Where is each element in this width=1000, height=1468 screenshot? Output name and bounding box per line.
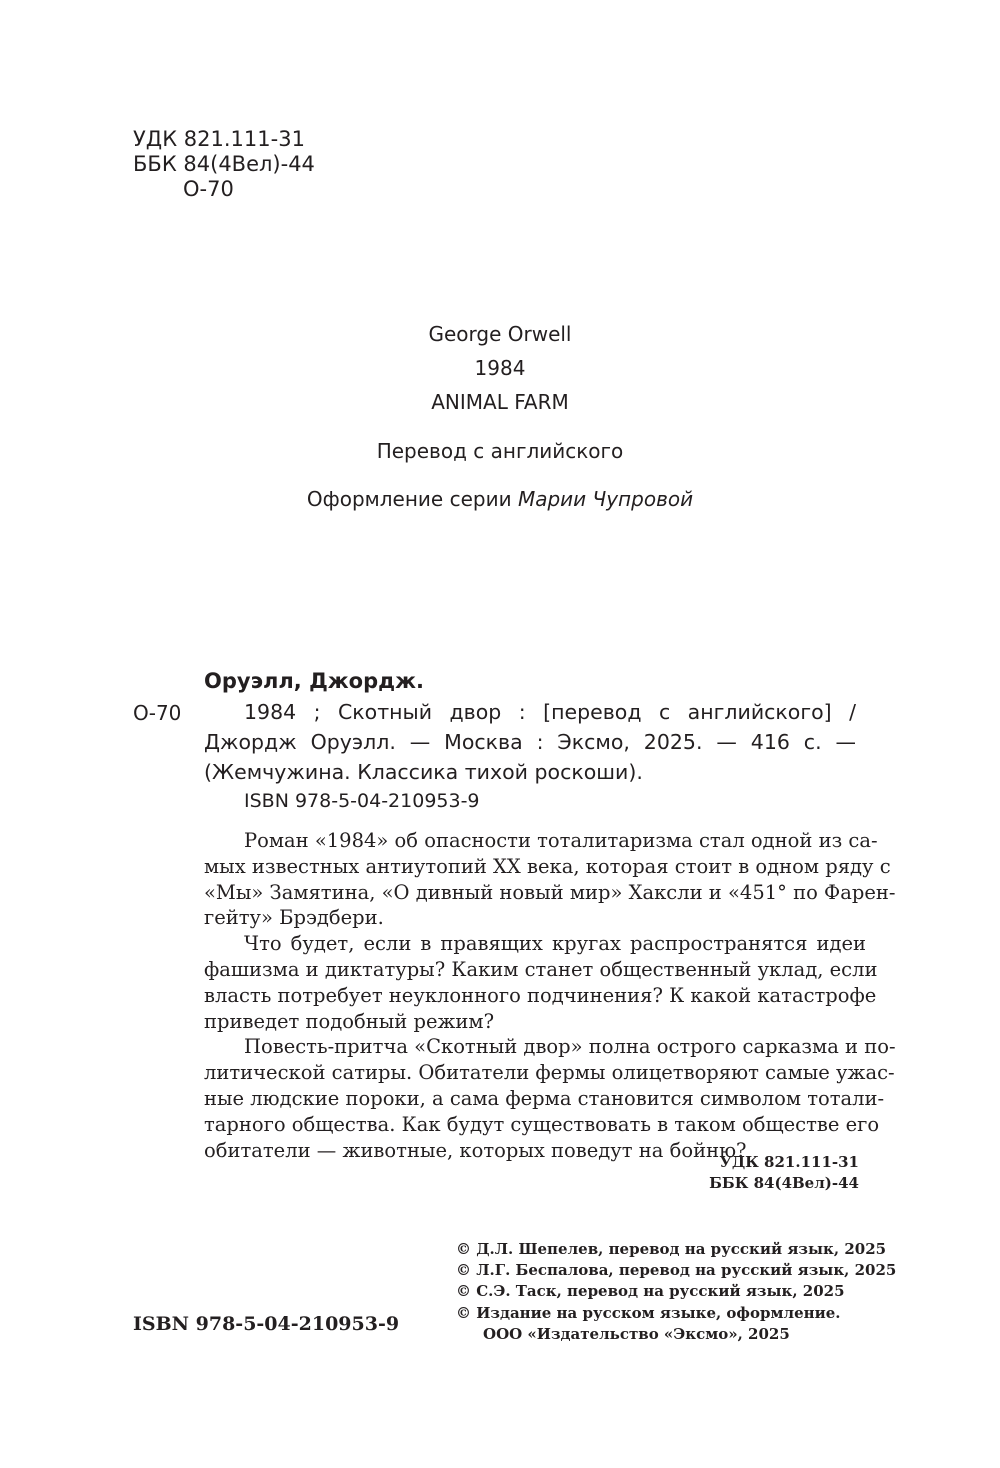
udk-code: УДК 821.111-31 <box>719 1153 859 1171</box>
annotation-line: «Мы» Замятина, «О дивный новый мир» Хаксли и «451° по Фарен- <box>204 880 896 904</box>
annotation-line: тарного общества. Как будут существовать в таком обществе его <box>204 1112 880 1136</box>
copyright-line: © С.Э. Таск, перевод на русский язык, 2025 <box>456 1282 845 1301</box>
classification-bottom <box>709 1152 859 1194</box>
annotation-paragraph-3 <box>204 1034 896 1163</box>
catalog-line: Джордж Оруэлл. — Москва : Эксмо, 2025. — 416 с. — <box>204 730 856 754</box>
annotation-line: Что будет, если в правящих кругах распространятся идеи <box>244 932 866 956</box>
annotation-line: ные людские пороки, а сама ферма становится символом тотали- <box>204 1086 885 1110</box>
copyright-line: © Издание на русском языке, оформление. <box>456 1303 841 1322</box>
copyright-line: © Д.Л. Шепелев, перевод на русский язык, 2025 <box>456 1240 887 1258</box>
original-title-animal-farm: ANIMAL FARM <box>431 390 569 414</box>
annotation-paragraph-1 <box>204 828 896 931</box>
annotation <box>204 828 896 1163</box>
translation-note: Перевод с английского <box>376 439 624 463</box>
annotation-line: литической сатиры. Обитатели фермы олицетворяют самые ужас- <box>204 1061 895 1085</box>
series-designer-name: Марии Чупровой <box>517 487 694 511</box>
copyright-block <box>456 1239 896 1345</box>
annotation-line: приведет подобный режим? <box>204 1009 495 1033</box>
classification-top <box>133 127 315 202</box>
catalog-isbn: ISBN 978-5-04-210953-9 <box>244 790 480 812</box>
author-mark: О-70 <box>183 177 234 201</box>
isbn-bottom: ISBN 978-5-04-210953-9 <box>133 1313 400 1335</box>
annotation-line: мых известных антиутопий XX века, которая стоит в одном ряду с <box>204 854 891 878</box>
catalog-author-heading: Оруэлл, Джордж. <box>204 669 424 693</box>
bbk-code: ББК 84(4Вел)-44 <box>133 152 315 176</box>
annotation-line: обитатели — животные, которых поведут на бойню? <box>204 1138 747 1162</box>
series-design-prefix: Оформление серии <box>306 487 512 511</box>
catalog-line: 1984 ; Скотный двор : [перевод с английского] / <box>244 700 856 724</box>
original-title-1984: 1984 <box>474 356 526 380</box>
original-author: George Orwell <box>428 322 572 346</box>
annotation-paragraph-2 <box>204 931 878 1034</box>
series-design-credit <box>0 487 1000 511</box>
annotation-line: гейту» Брэдбери. <box>204 906 384 930</box>
annotation-line: Роман «1984» об опасности тоталитаризма стал одной из са- <box>244 829 878 852</box>
annotation-line: фашизма и диктатуры? Каким станет общественный уклад, если <box>204 957 878 981</box>
copyright-line: ООО «Издательство «Эксмо», 2025 <box>483 1324 790 1343</box>
catalog-author-mark: О-70 <box>133 701 182 725</box>
annotation-line: власть потребует неуклонного подчинения? К какой катастрофе <box>204 983 877 1007</box>
catalog-line: (Жемчужина. Классика тихой роскоши). <box>204 760 643 784</box>
catalog-description <box>204 697 856 787</box>
annotation-line: Повесть-притча «Скотный двор» полна острого сарказма и по- <box>244 1035 896 1059</box>
udk-code: УДК 821.111-31 <box>133 127 305 151</box>
bbk-code: ББК 84(4Вел)-44 <box>709 1174 859 1192</box>
copyright-line: © Л.Г. Беспалова, перевод на русский язык, 2025 <box>456 1261 897 1280</box>
